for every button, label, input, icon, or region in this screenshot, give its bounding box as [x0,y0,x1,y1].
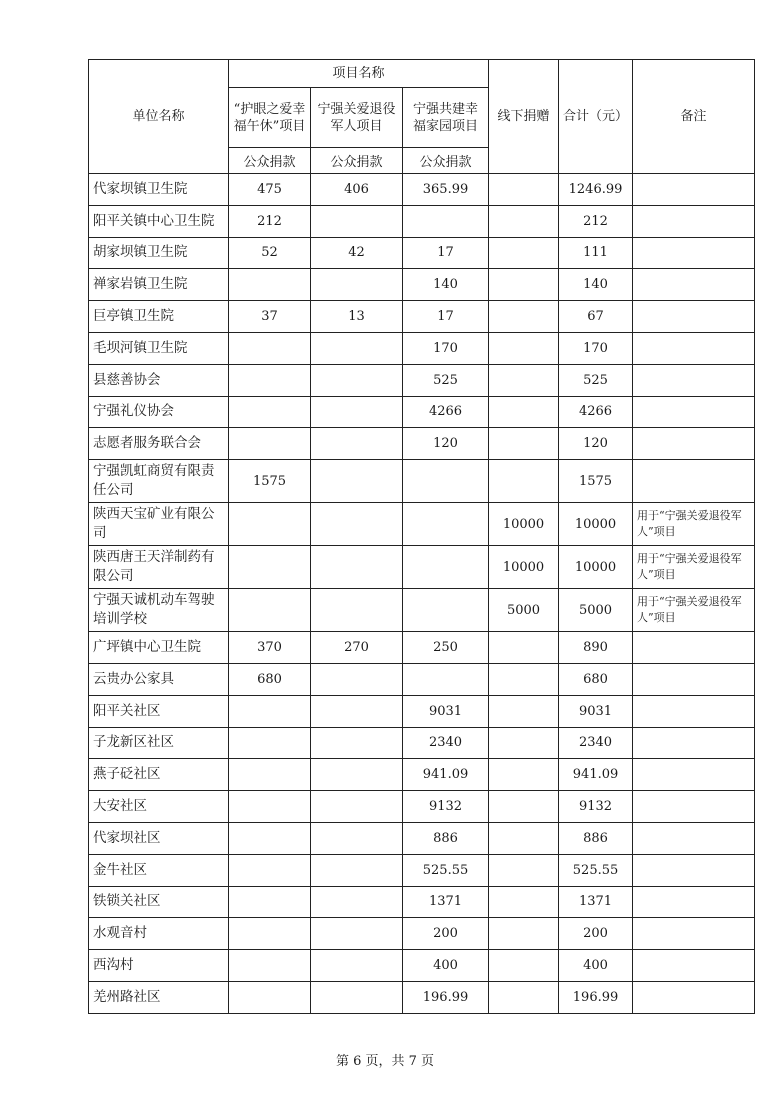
project-3-cell: 170 [403,332,489,364]
total-cell: 10000 [559,546,633,589]
remark-cell [633,301,755,333]
header-public-donation-1: 公众捐款 [229,148,311,174]
table-row [89,822,755,854]
offline-cell [489,237,559,269]
offline-cell [489,301,559,333]
total-cell: 1371 [559,886,633,918]
project-3-cell: 9132 [403,791,489,823]
unit-name-cell: 宁强礼仪协会 [89,396,229,428]
remark-cell [633,727,755,759]
table-row [89,981,755,1013]
unit-name-cell: 宁强凯虹商贸有限责任公司 [89,460,229,503]
unit-name-cell: 阳平关社区 [89,695,229,727]
total-cell: 10000 [559,503,633,546]
total-cell: 170 [559,332,633,364]
table-row [89,663,755,695]
offline-cell [489,886,559,918]
project-2-cell [311,332,403,364]
offline-cell [489,727,559,759]
offline-cell [489,695,559,727]
header-project-3: 宁强共建幸福家园项目 [403,88,489,148]
project-3-cell: 525.55 [403,854,489,886]
project-2-cell [311,981,403,1013]
unit-name-cell: 陕西天宝矿业有限公司 [89,503,229,546]
remark-cell [633,759,755,791]
header-offline: 线下捐赠 [489,60,559,174]
offline-cell [489,205,559,237]
project-3-cell: 525 [403,364,489,396]
offline-cell [489,950,559,982]
project-3-cell: 365.99 [403,174,489,206]
remark-cell [633,981,755,1013]
project-2-cell [311,695,403,727]
total-cell: 67 [559,301,633,333]
table-row [89,205,755,237]
project-1-cell [229,428,311,460]
project-3-cell [403,546,489,589]
table-row [89,503,755,546]
remark-cell [633,854,755,886]
project-3-cell: 2340 [403,727,489,759]
table-row [89,695,755,727]
project-2-cell: 13 [311,301,403,333]
project-2-cell [311,759,403,791]
remark-cell [633,174,755,206]
offline-cell: 10000 [489,503,559,546]
remark-cell [633,918,755,950]
header-unit-name: 单位名称 [89,60,229,174]
table-header [89,60,755,174]
project-1-cell [229,695,311,727]
remark-cell [633,632,755,664]
remark-cell [633,396,755,428]
remark-cell [633,695,755,727]
remark-cell [633,791,755,823]
project-3-cell: 140 [403,269,489,301]
table-row [89,332,755,364]
project-3-cell: 120 [403,428,489,460]
remark-cell [633,364,755,396]
offline-cell [489,364,559,396]
header-total: 合计（元） [559,60,633,174]
project-1-cell [229,269,311,301]
unit-name-cell: 志愿者服务联合会 [89,428,229,460]
project-3-cell: 886 [403,822,489,854]
remark-cell [633,205,755,237]
unit-name-cell: 禅家岩镇卫生院 [89,269,229,301]
project-3-cell: 17 [403,301,489,333]
project-1-cell: 212 [229,205,311,237]
donation-table [88,59,755,1014]
project-3-cell: 4266 [403,396,489,428]
table-row [89,950,755,982]
total-cell: 196.99 [559,981,633,1013]
offline-cell [489,396,559,428]
table-row [89,759,755,791]
unit-name-cell: 羌州路社区 [89,981,229,1013]
project-1-cell [229,791,311,823]
project-2-cell [311,589,403,632]
project-3-cell [403,589,489,632]
project-3-cell: 400 [403,950,489,982]
unit-name-cell: 县慈善协会 [89,364,229,396]
project-2-cell [311,727,403,759]
project-1-cell [229,854,311,886]
project-1-cell [229,727,311,759]
total-cell: 1575 [559,460,633,503]
project-2-cell [311,364,403,396]
project-2-cell [311,546,403,589]
header-project-1: “护眼之爱幸福午休”项目 [229,88,311,148]
remark-cell: 用于“宁强关爱退役军人”项目 [633,503,755,546]
remark-cell [633,237,755,269]
project-3-cell: 250 [403,632,489,664]
table-row [89,632,755,664]
project-1-cell [229,822,311,854]
offline-cell [489,791,559,823]
project-3-cell: 9031 [403,695,489,727]
table-row [89,886,755,918]
project-1-cell [229,589,311,632]
project-3-cell [403,503,489,546]
total-cell: 120 [559,428,633,460]
project-2-cell [311,460,403,503]
project-1-cell [229,503,311,546]
offline-cell [489,822,559,854]
remark-cell: 用于“宁强关爱退役军人”项目 [633,546,755,589]
table-row [89,174,755,206]
remark-cell [633,428,755,460]
total-cell: 941.09 [559,759,633,791]
table-row [89,460,755,503]
header-project-name: 项目名称 [229,60,489,88]
project-1-cell [229,396,311,428]
project-2-cell [311,396,403,428]
project-1-cell [229,886,311,918]
table-body [89,174,755,1014]
project-1-cell: 370 [229,632,311,664]
total-cell: 890 [559,632,633,664]
project-1-cell [229,364,311,396]
table-row [89,237,755,269]
project-3-cell: 1371 [403,886,489,918]
project-3-cell: 941.09 [403,759,489,791]
unit-name-cell: 代家坝镇卫生院 [89,174,229,206]
offline-cell [489,174,559,206]
total-cell: 525 [559,364,633,396]
table-row [89,301,755,333]
project-2-cell [311,854,403,886]
remark-cell [633,822,755,854]
project-2-cell: 406 [311,174,403,206]
unit-name-cell: 巨亭镇卫生院 [89,301,229,333]
unit-name-cell: 水观音村 [89,918,229,950]
table-row [89,269,755,301]
project-1-cell [229,332,311,364]
offline-cell [489,918,559,950]
unit-name-cell: 阳平关镇中心卫生院 [89,205,229,237]
project-2-cell [311,205,403,237]
total-cell: 200 [559,918,633,950]
remark-cell [633,269,755,301]
table-row [89,791,755,823]
table-row [89,396,755,428]
header-project-2: 宁强关爱退役军人项目 [311,88,403,148]
remark-cell: 用于“宁强关爱退役军人”项目 [633,589,755,632]
total-cell: 400 [559,950,633,982]
project-2-cell: 42 [311,237,403,269]
offline-cell [489,632,559,664]
remark-cell [633,332,755,364]
table-row [89,727,755,759]
project-3-cell [403,460,489,503]
remark-cell [633,886,755,918]
offline-cell [489,428,559,460]
project-1-cell: 680 [229,663,311,695]
project-3-cell [403,205,489,237]
offline-cell [489,332,559,364]
project-2-cell [311,428,403,460]
project-1-cell [229,759,311,791]
project-2-cell [311,950,403,982]
project-2-cell [311,663,403,695]
table-row [89,918,755,950]
total-cell: 9132 [559,791,633,823]
project-1-cell [229,950,311,982]
offline-cell [489,663,559,695]
total-cell: 4266 [559,396,633,428]
unit-name-cell: 大安社区 [89,791,229,823]
project-1-cell: 1575 [229,460,311,503]
table-row [89,364,755,396]
remark-cell [633,663,755,695]
total-cell: 680 [559,663,633,695]
project-2-cell [311,503,403,546]
project-1-cell: 52 [229,237,311,269]
project-1-cell [229,546,311,589]
unit-name-cell: 云贵办公家具 [89,663,229,695]
project-1-cell [229,981,311,1013]
offline-cell: 5000 [489,589,559,632]
total-cell: 9031 [559,695,633,727]
project-3-cell: 200 [403,918,489,950]
project-1-cell: 37 [229,301,311,333]
project-2-cell [311,791,403,823]
table-row [89,589,755,632]
remark-cell [633,460,755,503]
project-3-cell [403,663,489,695]
unit-name-cell: 子龙新区社区 [89,727,229,759]
project-3-cell: 196.99 [403,981,489,1013]
total-cell: 525.55 [559,854,633,886]
project-1-cell: 475 [229,174,311,206]
table-row [89,546,755,589]
unit-name-cell: 毛坝河镇卫生院 [89,332,229,364]
table-row [89,428,755,460]
unit-name-cell: 陕西唐王天洋制药有限公司 [89,546,229,589]
unit-name-cell: 铁锁关社区 [89,886,229,918]
total-cell: 2340 [559,727,633,759]
unit-name-cell: 广坪镇中心卫生院 [89,632,229,664]
header-public-donation-3: 公众捐款 [403,148,489,174]
total-cell: 5000 [559,589,633,632]
unit-name-cell: 宁强天诚机动车驾驶培训学校 [89,589,229,632]
unit-name-cell: 代家坝社区 [89,822,229,854]
header-public-donation-2: 公众捐款 [311,148,403,174]
project-2-cell [311,918,403,950]
offline-cell [489,759,559,791]
project-2-cell [311,269,403,301]
total-cell: 886 [559,822,633,854]
offline-cell [489,854,559,886]
project-3-cell: 17 [403,237,489,269]
total-cell: 140 [559,269,633,301]
header-remark: 备注 [633,60,755,174]
project-2-cell [311,886,403,918]
unit-name-cell: 燕子砭社区 [89,759,229,791]
offline-cell [489,981,559,1013]
unit-name-cell: 西沟村 [89,950,229,982]
offline-cell: 10000 [489,546,559,589]
unit-name-cell: 金牛社区 [89,854,229,886]
total-cell: 111 [559,237,633,269]
offline-cell [489,269,559,301]
project-2-cell: 270 [311,632,403,664]
table-row [89,854,755,886]
project-2-cell [311,822,403,854]
total-cell: 212 [559,205,633,237]
total-cell: 1246.99 [559,174,633,206]
page-footer: 第 6 页，共 7 页 [335,1054,435,1069]
unit-name-cell: 胡家坝镇卫生院 [89,237,229,269]
offline-cell [489,460,559,503]
project-1-cell [229,918,311,950]
remark-cell [633,950,755,982]
